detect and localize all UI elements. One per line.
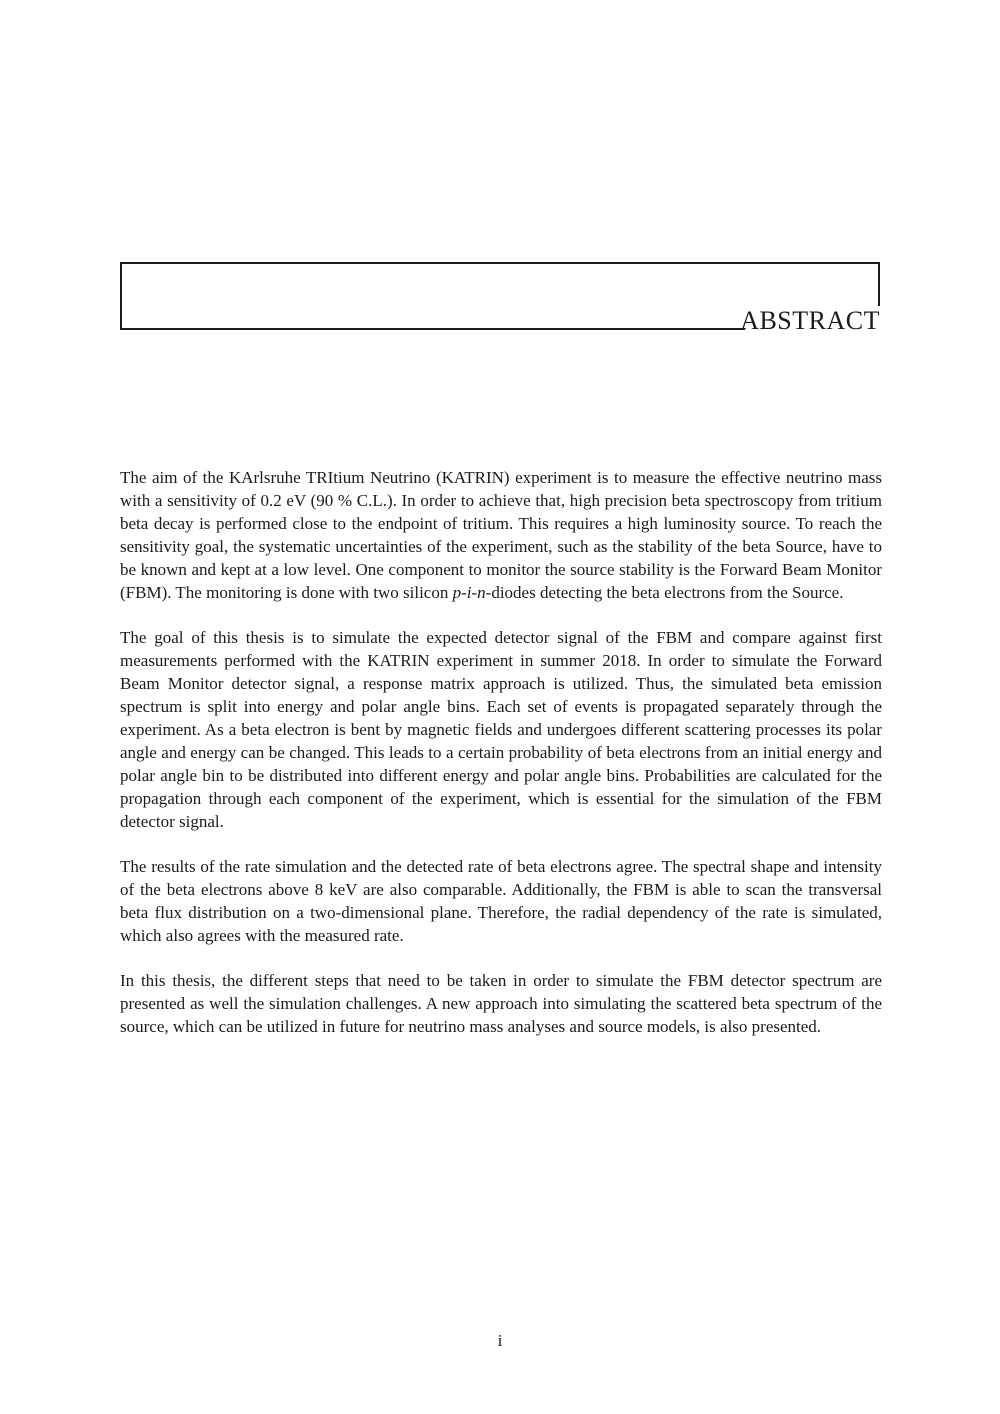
page-number: i xyxy=(497,1331,503,1350)
abstract-paragraph-1 xyxy=(120,466,882,604)
abstract-paragraph-4: In this thesis, the different steps that need to be taken in order to simulate the FBM detector spectrum are presented as well the simulation challenges. A new approach into simulating the scattered beta spectrum of the source, which can be utilized in future for neutrino mass analyses and source models, is also presented. xyxy=(120,971,882,1036)
abstract-paragraph-3: The results of the rate simulation and the detected rate of beta electrons agree. The spectral shape and intensity of the beta electrons above 8 keV are also comparable. Additionally, the FBM is able to scan the transversal beta flux distribution on a two-dimensional plane. Therefore, the radial dependency of the rate is simulated, which also agrees with the measured rate. xyxy=(120,857,882,945)
abstract-body xyxy=(120,466,882,1038)
chapter-title: ABSTRACT xyxy=(740,306,880,335)
abstract-paragraph-2: The goal of this thesis is to simulate the expected detector signal of the FBM and compare against first measurements performed with the KATRIN experiment in summer 2018. In order to simulate the Forward Beam Monitor detector signal, a response matrix approach is utilized. Thus, the simulated beta emission spectrum is split into energy and polar angle bins. Each set of events is propagated separately through the experiment. As a beta electron is bent by magnetic fields and undergoes different scattering processes its polar angle and energy can be changed. This leads to a certain probability of beta electrons from an initial energy and polar angle bin to be distributed into different energy and polar angle bins. Probabilities are calculated for the propagation through each component of the experiment, which is essential for the simulation of the FBM detector signal. xyxy=(120,628,882,831)
chapter-heading-box xyxy=(120,262,880,335)
paragraph-1-text-end: -diodes detecting the beta electrons from the Source. xyxy=(485,583,844,602)
paragraph-1-text-start: The aim of the KArlsruhe TRItium Neutrino (KATRIN) experiment is to measure the effective neutrino mass with a sensitivity of 0.2 eV (90 % C.L.). In order to achieve that, high precision beta spectroscopy from tritium beta decay is performed close to the endpoint of tritium. This requires a high luminosity source. To reach the sensitivity goal, the systematic uncertainties of the experiment, such as the stability of the beta Source, have to be known and kept at a low level. One component to monitor the source stability is the Forward Beam Monitor (FBM). The monitoring is done with two silicon xyxy=(120,468,882,602)
page-footer xyxy=(0,1331,1000,1351)
heading-bottom-rule xyxy=(120,328,745,330)
pin-diode-italic-term: p-i-n xyxy=(452,583,486,602)
heading-right-rule xyxy=(878,264,880,306)
